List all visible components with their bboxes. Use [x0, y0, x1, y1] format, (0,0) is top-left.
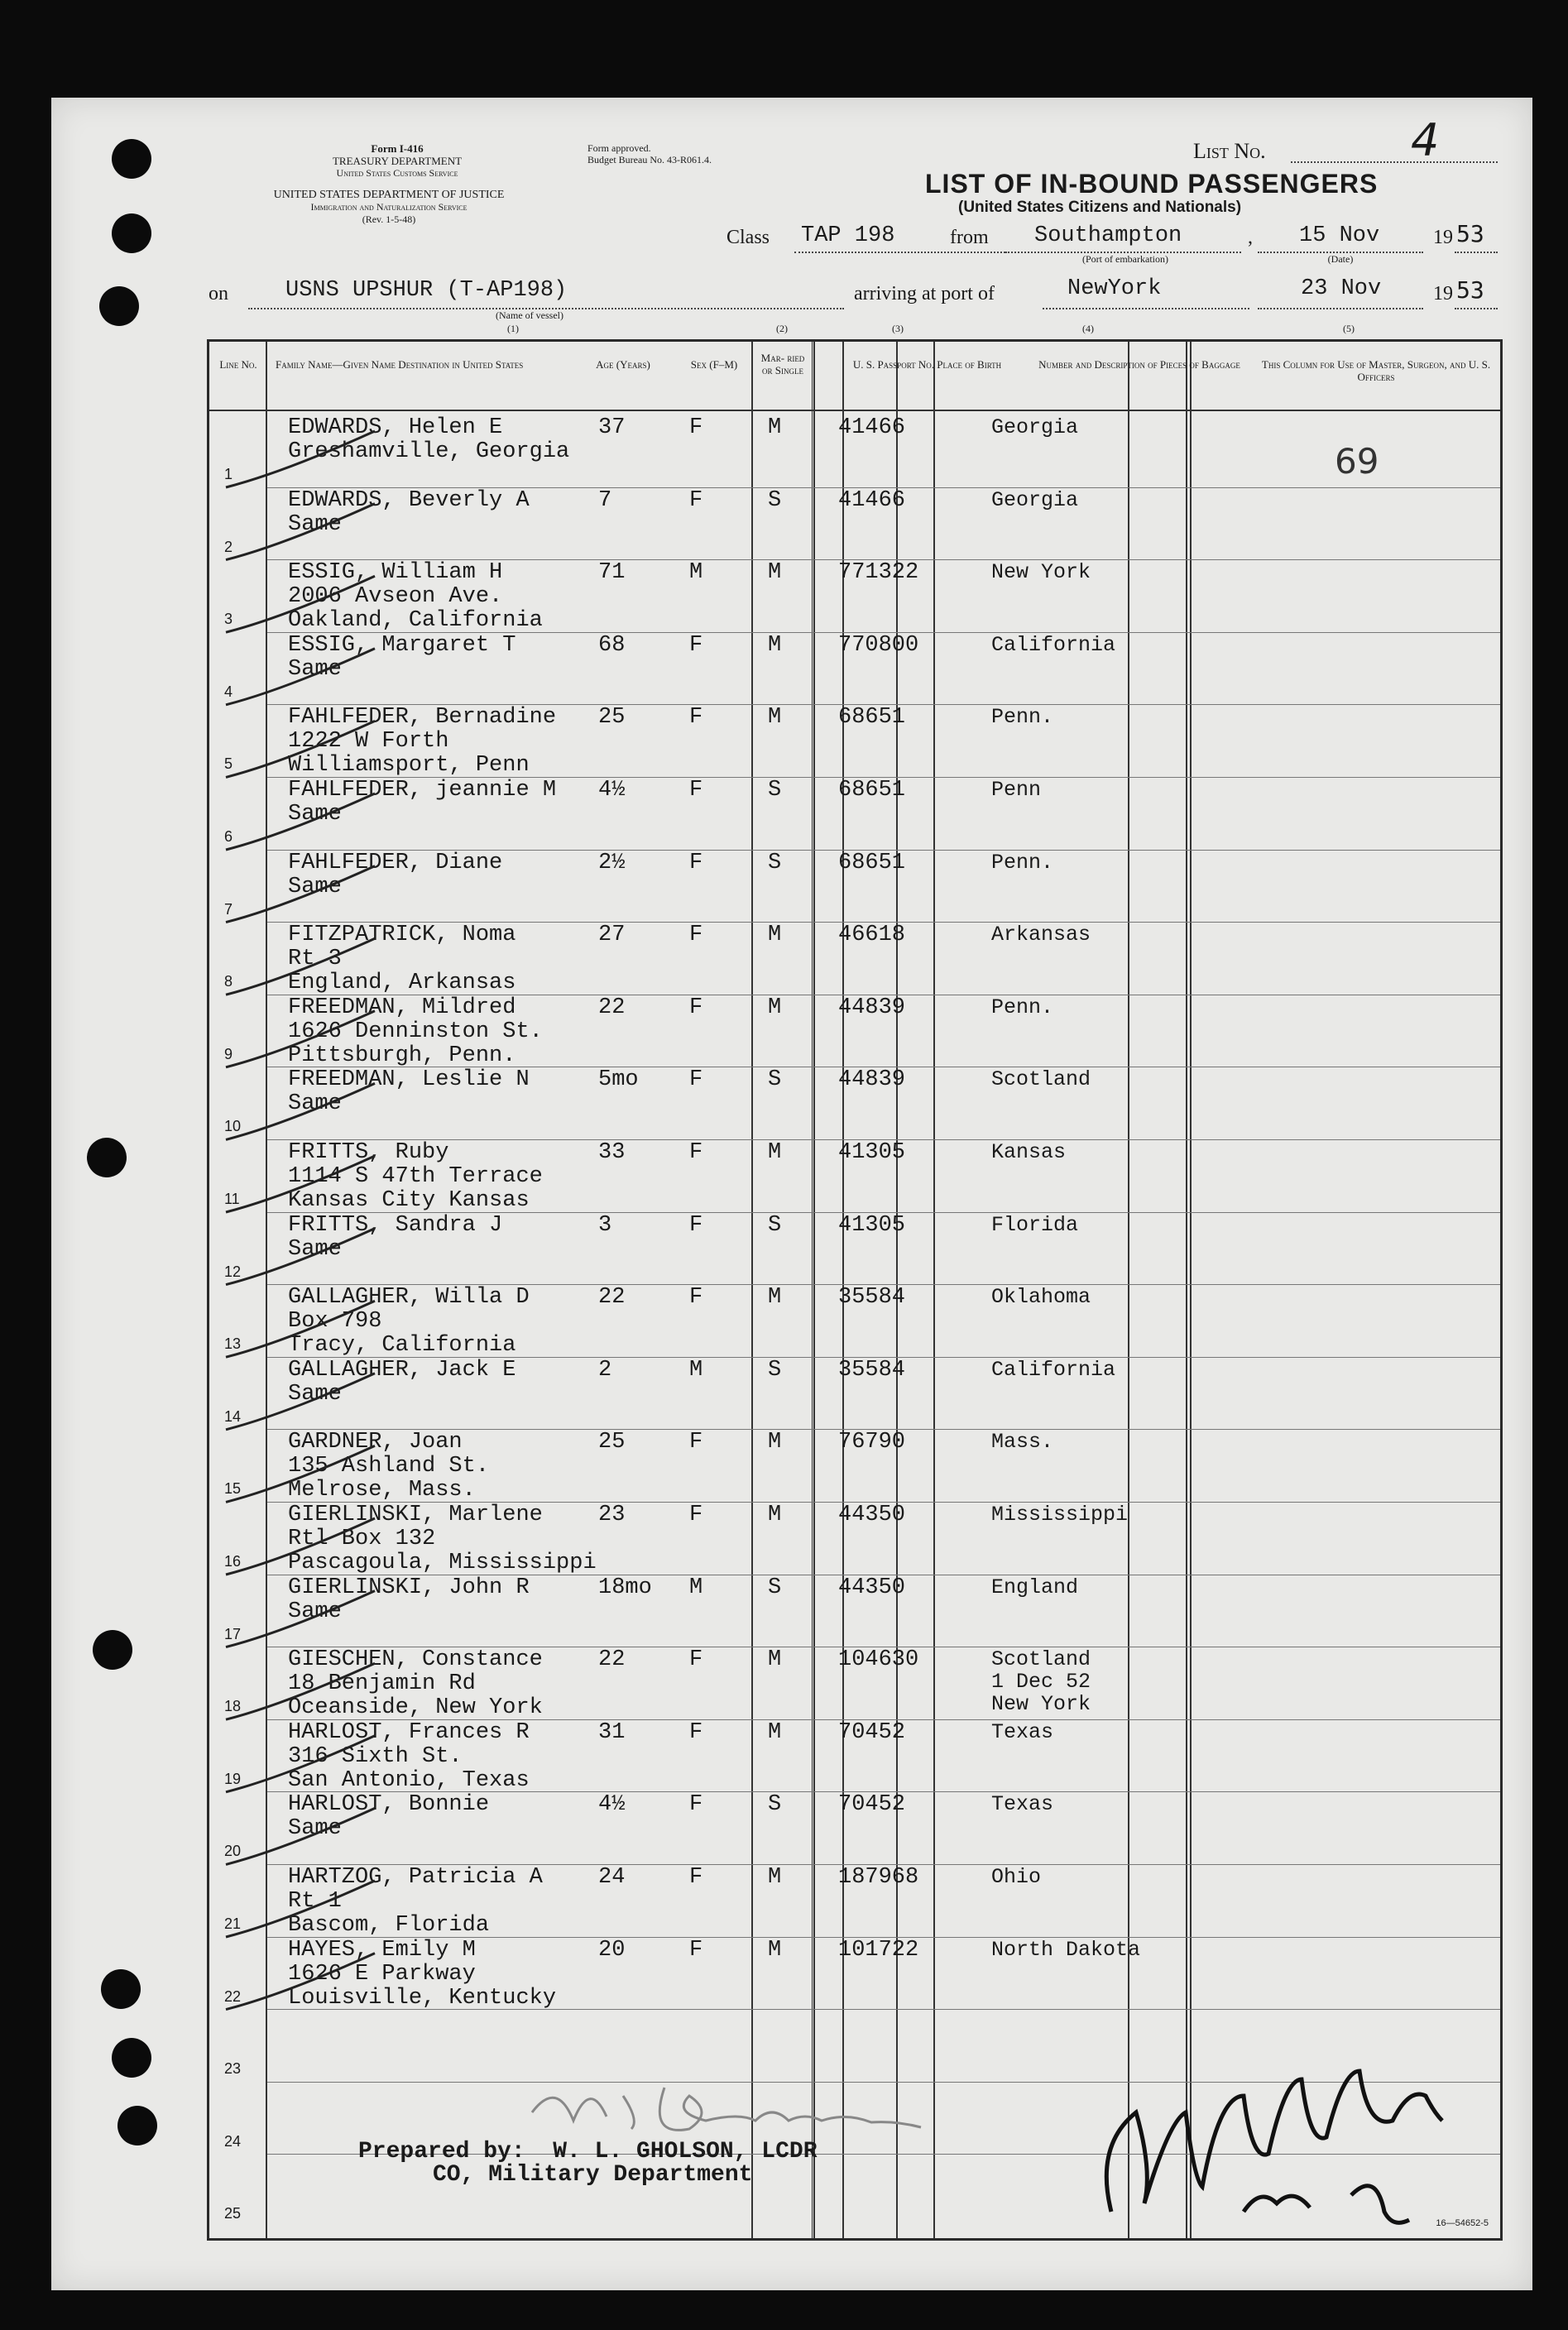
passenger-name: ESSIG, Margaret T Same [288, 632, 516, 682]
punch-hole [93, 1630, 132, 1670]
passenger-sex: F [689, 1140, 703, 1165]
col-header-officers: This Column for Use of Master, Surgeon, and U. S. Officers [1261, 358, 1491, 383]
place-of-birth: Georgia [991, 487, 1079, 512]
punch-hole [112, 139, 151, 179]
check-mark [226, 1518, 375, 1575]
passenger-marital: S [768, 1212, 782, 1238]
passport-number: 44350 [838, 1503, 906, 1527]
col-header-name: Family Name—Given Name Destination in United States [276, 358, 524, 371]
line-number: 4 [224, 683, 233, 700]
line-number: 22 [224, 1987, 242, 2005]
passenger-marital: M [768, 1865, 782, 1890]
comma: , [1248, 227, 1253, 248]
line-number: 16 [224, 1553, 242, 1570]
passenger-name: FAHLFEDER, jeannie M Same [288, 778, 557, 827]
passenger-marital: M [768, 1937, 782, 1963]
place-of-birth: Scotland [991, 1067, 1091, 1092]
passenger-age: 22 [598, 1647, 626, 1673]
form-approved: Form approved. [587, 142, 651, 154]
list-no-underline [1291, 161, 1498, 163]
prepared-by: Prepared by: W. L. GHOLSON, LCDR [358, 2139, 818, 2165]
place-of-birth: Penn. [991, 850, 1054, 875]
passenger-age: 2½ [598, 850, 626, 875]
passenger-marital: S [768, 487, 782, 513]
passport-number: 101722 [838, 1937, 919, 1963]
from-caption: (Port of embarkation) [1082, 253, 1168, 265]
place-of-birth: Penn. [991, 705, 1054, 730]
passport-number: 76790 [838, 1430, 906, 1455]
passenger-marital: M [768, 1503, 782, 1527]
passenger-marital: M [768, 995, 782, 1020]
place-of-birth: Penn [991, 778, 1042, 802]
line-number: 10 [224, 1118, 242, 1135]
passport-number: 44839 [838, 1067, 906, 1093]
passenger-age: 5mo [598, 1067, 639, 1093]
passenger-marital: M [768, 705, 782, 731]
passenger-sex: F [689, 705, 703, 731]
passenger-age: 3 [598, 1212, 612, 1238]
passenger-age: 68 [598, 632, 626, 658]
col-header-line: Line No. [219, 358, 257, 371]
col-header-sex: Sex (F–M) [690, 358, 738, 371]
passport-number: 41305 [838, 1140, 906, 1165]
line-number: 2 [224, 538, 233, 555]
passenger-name: HARLOST, Frances R 316 Sixth St. San Antonio, Texas [288, 1719, 530, 1793]
form-revision: (Rev. 1-5-48) [362, 213, 416, 225]
passport-number: 70452 [838, 1719, 906, 1745]
passenger-age: 23 [598, 1503, 626, 1527]
passenger-age: 31 [598, 1719, 626, 1745]
officer-note: 69 [1335, 441, 1379, 482]
customs-service: United States Customs Service [336, 167, 458, 179]
passenger-marital: M [768, 1285, 782, 1311]
passenger-marital: S [768, 1792, 782, 1818]
place-of-birth: Kansas [991, 1140, 1067, 1164]
year-underline [1455, 252, 1498, 253]
arrival-year: 53 [1456, 276, 1484, 304]
passenger-sex: F [689, 632, 703, 658]
passenger-age: 4½ [598, 778, 626, 803]
passenger-marital: M [768, 1647, 782, 1673]
passenger-name: GIERLINSKI, Marlene Rtl Box 132 Pascagoula, Mississippi [288, 1503, 597, 1575]
check-marks [209, 342, 789, 2079]
line-number: 1 [224, 466, 233, 482]
check-mark [226, 1445, 375, 1502]
passenger-marital: M [768, 632, 782, 658]
line-number: 13 [224, 1335, 242, 1353]
check-mark [226, 1808, 375, 1864]
passenger-name: GIESCHEN, Constance 18 Benjamin Rd Oceanside, New York [288, 1647, 543, 1721]
passport-number: 68651 [838, 850, 906, 875]
list-no-label: List No. [1193, 139, 1266, 163]
passenger-age: 2 [598, 1357, 612, 1383]
punch-hole [87, 1138, 127, 1177]
check-mark [226, 576, 375, 632]
passenger-age: 18mo [598, 1575, 652, 1600]
passenger-sex: F [689, 1937, 703, 1963]
passenger-name: GALLAGHER, Willa D Box 798 Tracy, California [288, 1285, 530, 1359]
check-mark [226, 504, 375, 560]
passport-number: 771322 [838, 560, 919, 586]
passenger-age: 24 [598, 1865, 626, 1890]
place-of-birth: California [991, 632, 1116, 657]
line-number: 24 [224, 2132, 242, 2150]
passenger-name: FREEDMAN, Mildred 1626 Denninston St. Pittsburgh, Penn. [288, 995, 543, 1068]
place-of-birth: Texas [991, 1719, 1054, 1744]
passenger-age: 22 [598, 995, 626, 1020]
place-of-birth: Penn. [991, 995, 1054, 1019]
vessel-caption: (Name of vessel) [496, 309, 563, 321]
passenger-age: 33 [598, 1140, 626, 1165]
line-number: 14 [224, 1407, 242, 1425]
passenger-sex: F [689, 487, 703, 513]
arrival-date: 23 Nov [1301, 276, 1382, 301]
line-number: 3 [224, 611, 233, 628]
arrival-year-prefix: 19 [1433, 283, 1453, 304]
approval-block [587, 142, 786, 165]
class-value: TAP 198 [801, 223, 895, 248]
passenger-sex: F [689, 995, 703, 1020]
col-header-married: Mar- ried or Single [760, 352, 805, 376]
passenger-age: 71 [598, 560, 626, 586]
passenger-sex: F [689, 1719, 703, 1745]
passport-number: 41305 [838, 1212, 906, 1238]
passenger-age: 27 [598, 923, 626, 948]
line-number: 25 [224, 2205, 242, 2222]
passenger-sex: F [689, 1792, 703, 1818]
passenger-name: HARLOST, Bonnie Same [288, 1792, 490, 1842]
justice-dept: UNITED STATES DEPARTMENT OF JUSTICE [273, 189, 505, 201]
passenger-marital: M [768, 1430, 782, 1455]
passenger-name: FRITTS, Ruby 1114 S 47th Terrace Kansas City Kansas [288, 1140, 543, 1213]
form-code: 16—54652-5 [1436, 2218, 1489, 2228]
place-of-birth: Texas [991, 1792, 1054, 1817]
passport-number: 41466 [838, 415, 906, 440]
line-number: 12 [224, 1263, 242, 1280]
ins-service: Immigration and Naturalization Service [310, 201, 468, 213]
passenger-sex: M [689, 1357, 703, 1383]
punch-hole [101, 1969, 141, 2009]
col-num-2: (2) [776, 323, 788, 334]
passenger-age: 20 [598, 1937, 626, 1963]
passenger-name: EDWARDS, Beverly A Same [288, 487, 530, 537]
check-mark [226, 1229, 375, 1285]
class-label: Class [726, 227, 770, 248]
passenger-sex: F [689, 1285, 703, 1311]
arriving-label: arriving at port of [854, 283, 995, 304]
passenger-name: FITZPATRICK, Noma Rt 3 England, Arkansas [288, 923, 516, 996]
col-num-3: (3) [892, 323, 904, 334]
vessel-value: USNS UPSHUR (T-AP198) [285, 278, 568, 303]
passenger-sex: F [689, 778, 703, 803]
date-caption: (Date) [1327, 253, 1354, 265]
col-num-4: (4) [1082, 323, 1094, 334]
line-number: 11 [224, 1191, 240, 1207]
passenger-marital: S [768, 1575, 782, 1600]
passenger-name: FRITTS, Sandra J Same [288, 1212, 503, 1262]
check-mark [226, 1374, 375, 1430]
col-header-passport: U. S. Passport No. Place of Birth [852, 358, 1002, 371]
passport-number: 44839 [838, 995, 906, 1020]
check-mark [226, 1301, 375, 1357]
place-of-birth: Florida [991, 1212, 1079, 1237]
from-label: from [950, 227, 989, 248]
passenger-age: 7 [598, 487, 612, 513]
punch-hole [112, 213, 151, 253]
passenger-sex: F [689, 1647, 703, 1673]
passenger-marital: S [768, 778, 782, 803]
passenger-sex: M [689, 560, 703, 586]
form-number: Form I-416 [371, 142, 424, 155]
passenger-sex: F [689, 850, 703, 875]
passenger-marital: S [768, 1357, 782, 1383]
budget-bureau: Budget Bureau No. 43-R061.4. [587, 154, 712, 165]
line-number: 8 [224, 973, 233, 990]
line-number: 7 [224, 900, 233, 918]
line-number: 23 [224, 2060, 242, 2078]
passenger-name: GIERLINSKI, John R Same [288, 1575, 530, 1624]
place-of-birth: Mass. [991, 1430, 1054, 1455]
passenger-age: 4½ [598, 1792, 626, 1818]
passenger-marital: M [768, 415, 782, 440]
year-value: 53 [1456, 220, 1484, 247]
check-mark [226, 1011, 375, 1067]
check-mark [226, 1083, 375, 1139]
passport-number: 35584 [838, 1285, 906, 1311]
line-number: 21 [224, 1915, 242, 1932]
passenger-marital: M [768, 1719, 782, 1745]
passenger-name: EDWARDS, Helen E Greshamville, Georgia [288, 415, 570, 464]
passenger-marital: M [768, 1140, 782, 1165]
passport-number: 41466 [838, 487, 906, 513]
passenger-table [207, 339, 1503, 2241]
check-mark [226, 1954, 375, 2010]
place-of-birth: Oklahoma [991, 1285, 1091, 1310]
list-no-value: 4 [1411, 114, 1440, 166]
port-underline [1043, 308, 1249, 309]
passport-number: 35584 [838, 1357, 906, 1383]
place-of-birth: Mississippi [991, 1503, 1129, 1527]
passenger-age: 37 [598, 415, 626, 440]
punch-hole [99, 286, 139, 326]
passenger-name: GARDNER, Joan 135 Ashland St. Melrose, Mass. [288, 1430, 490, 1503]
passport-number: 44350 [838, 1575, 906, 1600]
passport-number: 68651 [838, 705, 906, 731]
check-mark [226, 1881, 375, 1937]
check-mark [226, 1156, 375, 1212]
passport-number: 770800 [838, 632, 919, 658]
passport-number: 68651 [838, 778, 906, 803]
arrival-date-underline [1258, 308, 1423, 309]
place-of-birth: California [991, 1357, 1116, 1382]
prepared-dept: CO, Military Department [433, 2162, 753, 2188]
passenger-sex: F [689, 1430, 703, 1455]
page-title: LIST OF IN-BOUND PASSENGERS [925, 169, 1379, 199]
passenger-sex: F [689, 1067, 703, 1093]
check-mark [226, 1663, 375, 1719]
place-of-birth: Scotland 1 Dec 52 New York [991, 1647, 1091, 1717]
passenger-age: 25 [598, 1430, 626, 1455]
place-of-birth: Georgia [991, 415, 1079, 439]
place-of-birth: Ohio [991, 1865, 1042, 1889]
passenger-sex: F [689, 415, 703, 440]
passenger-name: HAYES, Emily M 1626 E Parkway Louisville, Kentucky [288, 1937, 557, 2011]
place-of-birth: New York [991, 560, 1091, 585]
place-of-birth: England [991, 1575, 1079, 1599]
col-num-1: (1) [507, 323, 519, 334]
passenger-sex: F [689, 1212, 703, 1238]
inspector-signature [1078, 2046, 1475, 2237]
passenger-age: 22 [598, 1285, 626, 1311]
justice-block [190, 189, 587, 226]
passenger-sex: F [689, 1503, 703, 1527]
passport-number: 187968 [838, 1865, 919, 1890]
passport-number: 46618 [838, 923, 906, 948]
passenger-name: FAHLFEDER, Bernadine 1222 W Forth Williamsport, Penn [288, 705, 557, 779]
col-num-5: (5) [1343, 323, 1355, 334]
passenger-name: ESSIG, William H 2006 Avseon Ave. Oakland, California [288, 560, 543, 634]
passenger-marital: M [768, 560, 782, 586]
punch-hole [112, 2038, 151, 2078]
check-mark [226, 721, 375, 777]
col-header-age: Age (Years) [596, 358, 650, 371]
line-number: 17 [224, 1625, 242, 1642]
line-number: 9 [224, 1045, 233, 1062]
col-header-baggage: Number and Description of Pieces of Baggage [1038, 358, 1240, 371]
passenger-marital: M [768, 923, 782, 948]
passport-number: 104630 [838, 1647, 919, 1673]
passenger-name: FAHLFEDER, Diane Same [288, 850, 503, 899]
line-number: 5 [224, 755, 233, 773]
passenger-name: FREEDMAN, Leslie N Same [288, 1067, 530, 1117]
line-number: 6 [224, 828, 233, 845]
check-mark [226, 649, 375, 705]
arrival-year-underline [1455, 308, 1498, 309]
check-mark [226, 866, 375, 923]
line-number: 19 [224, 1770, 242, 1787]
line-number: 18 [224, 1698, 242, 1715]
check-mark [226, 793, 375, 850]
form-info-block [207, 142, 587, 180]
port-value: NewYork [1067, 276, 1162, 301]
treasury-dept: TREASURY DEPARTMENT [332, 155, 463, 167]
class-underline [794, 252, 1005, 253]
on-label: on [209, 283, 228, 304]
passenger-name: GALLAGHER, Jack E Same [288, 1357, 516, 1407]
from-value: Southampton [1034, 223, 1182, 248]
place-of-birth: North Dakota [991, 1937, 1141, 1962]
passenger-marital: S [768, 1067, 782, 1093]
passenger-marital: S [768, 850, 782, 875]
passport-number: 70452 [838, 1792, 906, 1818]
line-number: 20 [224, 1843, 242, 1860]
year-prefix: 19 [1433, 227, 1453, 248]
passenger-sex: F [689, 1865, 703, 1890]
check-mark [226, 1736, 375, 1792]
place-of-birth: Arkansas [991, 923, 1091, 947]
departure-date: 15 Nov [1299, 223, 1380, 248]
passenger-sex: M [689, 1575, 703, 1600]
page-subtitle: (United States Citizens and Nationals) [958, 199, 1242, 216]
punch-hole [117, 2106, 157, 2145]
passenger-name: HARTZOG, Patricia A Rt 1 Bascom, Florida [288, 1865, 543, 1938]
passenger-age: 25 [598, 705, 626, 731]
check-mark [226, 938, 375, 995]
passenger-sex: F [689, 923, 703, 948]
line-number: 15 [224, 1480, 242, 1498]
check-mark [226, 431, 375, 487]
check-mark [226, 1591, 375, 1647]
